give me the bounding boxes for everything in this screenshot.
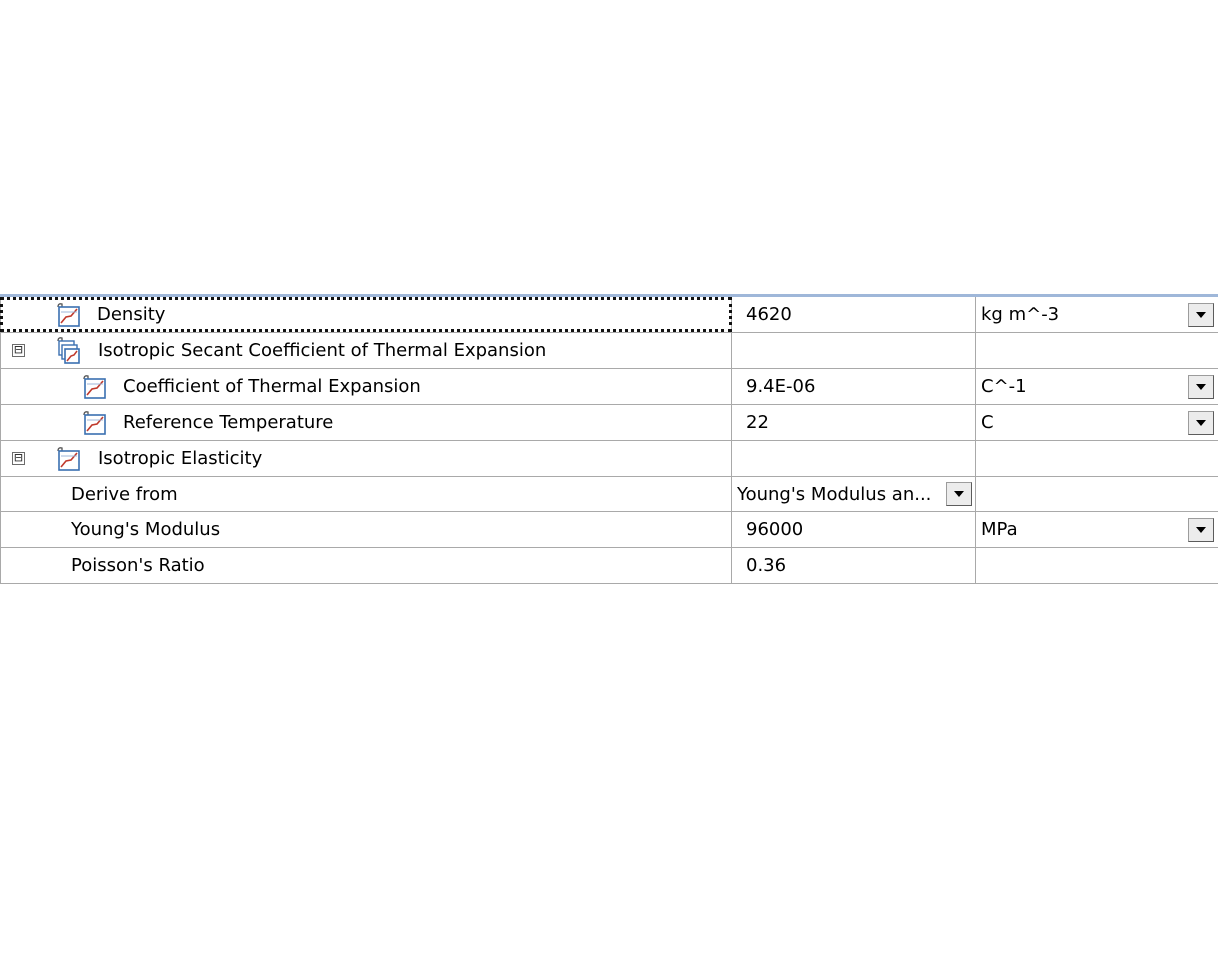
property-row-coefficient-thermal-expansion[interactable]: [0, 369, 1218, 405]
property-label: Density: [97, 304, 166, 325]
dropdown-arrow-icon[interactable]: [1188, 375, 1214, 399]
property-row-youngs-modulus[interactable]: [0, 512, 1218, 548]
property-row-thermal-expansion-group[interactable]: [0, 333, 1218, 369]
property-value[interactable]: 0.36: [732, 548, 976, 583]
property-value[interactable]: 4620: [732, 297, 976, 332]
unit-label: C^-1: [981, 376, 1027, 397]
property-label: Isotropic Secant Coefficient of Thermal Expansion: [98, 340, 547, 361]
dropdown-arrow-icon[interactable]: [1188, 518, 1214, 542]
property-name-cell[interactable]: [0, 333, 732, 368]
property-name-cell[interactable]: [0, 512, 732, 547]
collapse-icon[interactable]: ⊟: [12, 452, 25, 465]
property-label: Coefficient of Thermal Expansion: [123, 376, 421, 397]
property-name-cell[interactable]: [0, 441, 732, 476]
properties-grid: [0, 294, 1218, 584]
derive-from-value: Young's Modulus an...: [737, 483, 932, 505]
property-label: Poisson's Ratio: [71, 555, 205, 576]
property-name-cell[interactable]: [0, 297, 732, 332]
dropdown-arrow-icon[interactable]: [946, 482, 972, 506]
property-label: Reference Temperature: [123, 412, 334, 433]
property-group-icon: [55, 337, 81, 365]
unit-select[interactable]: [976, 405, 1218, 440]
property-value: [732, 441, 976, 476]
property-label: Isotropic Elasticity: [98, 448, 263, 469]
unit-label: kg m^-3: [981, 304, 1060, 325]
property-chart-icon: [81, 373, 107, 401]
property-row-derive-from[interactable]: [0, 477, 1218, 512]
property-row-isotropic-elasticity[interactable]: [0, 441, 1218, 477]
property-label: Derive from: [71, 483, 178, 505]
collapse-icon[interactable]: ⊟: [12, 344, 25, 357]
dropdown-arrow-icon[interactable]: [1188, 303, 1214, 327]
property-row-density[interactable]: [0, 297, 1218, 333]
property-value: [732, 333, 976, 368]
property-value[interactable]: 9.4E-06: [732, 369, 976, 404]
property-chart-icon: [55, 445, 81, 473]
property-name-cell[interactable]: [0, 548, 732, 583]
property-chart-icon: [81, 409, 107, 437]
unit-cell: [976, 333, 1218, 368]
property-value[interactable]: 22: [732, 405, 976, 440]
property-name-cell[interactable]: [0, 477, 732, 511]
unit-select[interactable]: [976, 512, 1218, 547]
property-chart-icon: [55, 301, 81, 329]
unit-cell: [976, 477, 1218, 511]
unit-cell: [976, 548, 1218, 583]
property-value[interactable]: 96000: [732, 512, 976, 547]
property-name-cell[interactable]: [0, 369, 732, 404]
property-row-poissons-ratio[interactable]: [0, 548, 1218, 584]
unit-label: MPa: [981, 519, 1018, 540]
unit-label: C: [981, 412, 994, 433]
property-row-reference-temperature[interactable]: [0, 405, 1218, 441]
dropdown-arrow-icon[interactable]: [1188, 411, 1214, 435]
derive-from-select[interactable]: [732, 477, 976, 511]
property-label: Young's Modulus: [71, 519, 221, 540]
unit-cell: [976, 441, 1218, 476]
unit-select[interactable]: [976, 369, 1218, 404]
unit-select[interactable]: [976, 297, 1218, 332]
property-name-cell[interactable]: [0, 405, 732, 440]
